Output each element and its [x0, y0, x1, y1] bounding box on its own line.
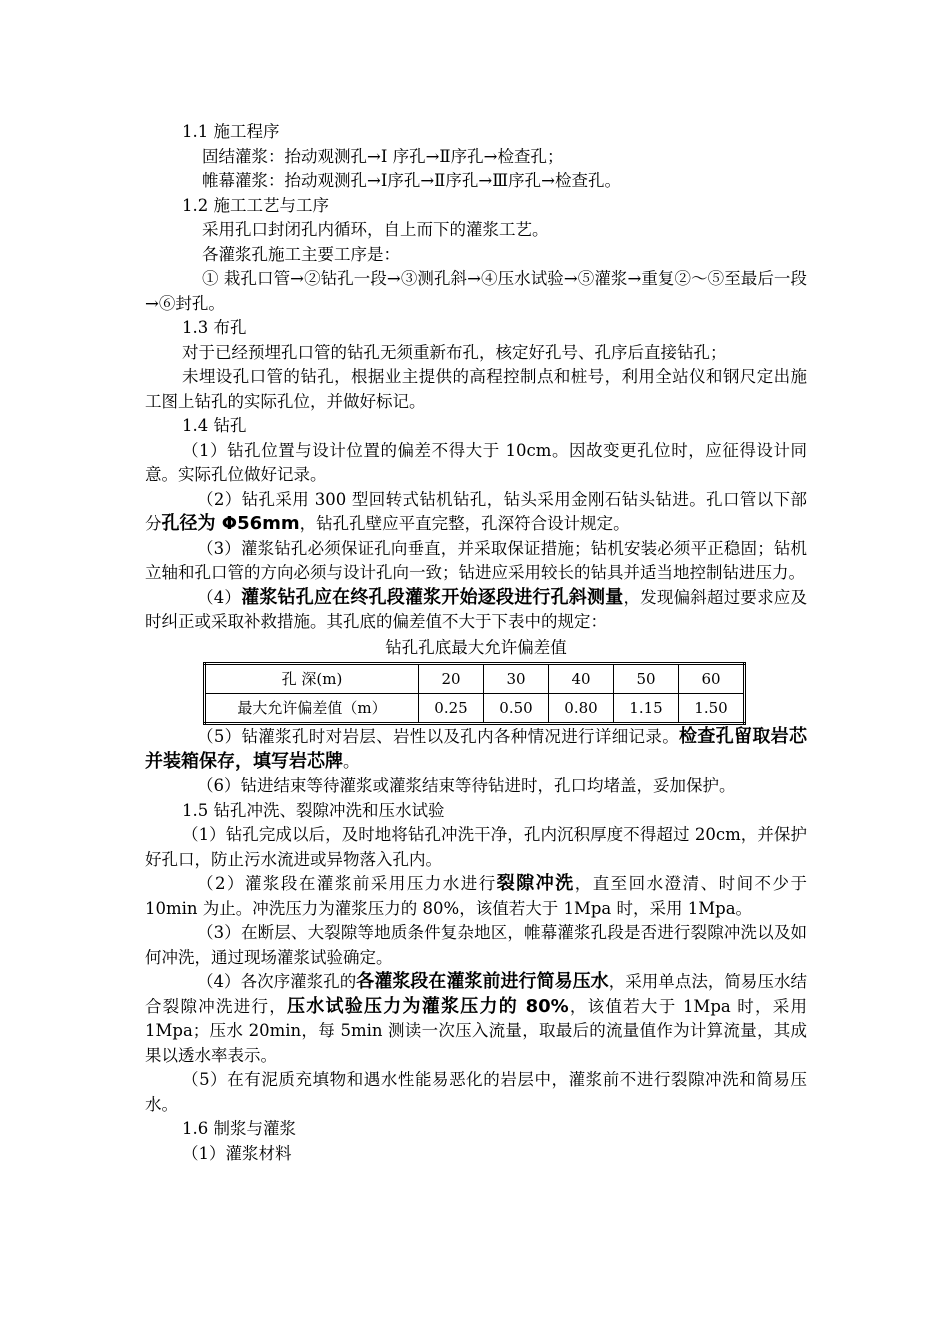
process-description: 采用孔口封闭孔内循环，自上而下的灌浆工艺。 — [202, 220, 549, 239]
section-heading-1-1: 1.1 施工程序 — [182, 122, 280, 141]
flushing-paragraph-2: （2）灌浆段在灌浆前采用压力水进行裂隙冲洗，直至回水澄清、时间不少于 10min 为止。冲洗压力为灌浆压力的 80%，该值若大于 1Mpa 时，采用 1Mpa。 — [145, 873, 808, 918]
consolidation-grouting-sequence: 固结灌浆：抬动观测孔→I 序孔→Ⅱ序孔→检查孔； — [202, 146, 564, 166]
grouting-material-heading: （1）灌浆材料 — [182, 1143, 292, 1163]
document-body — [145, 120, 807, 1166]
layout-paragraph-2: 未埋设孔口管的钻孔，根据业主提供的高程控制点和桩号，利用全站仪和钢尺定出施工图上钻孔的实际孔位，并做好标记。 — [145, 367, 807, 411]
drilling-paragraph-3: （3）灌浆钻孔必须保证孔向垂直，并采取保证措施；钻机安装必须平正稳固；钻机立轴和孔口管的方向必须与设计孔向一致；钻进应采用较长的钻具并适当地控制钻进压力。 — [145, 538, 807, 582]
drilling-paragraph-4: （4）灌浆钻孔应在终孔段灌浆开始逐段进行孔斜测量，发现偏斜超过要求应及时纠正或采取补救措施。其孔底的偏差值不大于下表中的规定： — [145, 586, 808, 631]
bold-inclination-measurement: 灌浆钻孔应在终孔段灌浆开始逐段进行孔斜测量 — [241, 586, 624, 608]
section-heading-1-5: 1.5 钻孔冲洗、裂隙冲洗和压水试验 — [182, 800, 445, 820]
drilling-paragraph-2: （2）钻孔采用 300 型回转式钻机钻孔，钻头采用金刚石钻头钻进。孔口管以下部分孔径为 Φ56mm，钻孔孔壁应平直完整，孔深符合设计规定。 — [145, 489, 807, 534]
layout-paragraph-1: 对于已经预埋孔口管的钻孔无须重新布孔，核定好孔号、孔序后直接钻孔； — [182, 342, 727, 362]
table-cell: 孔 深(m) — [205, 664, 419, 694]
table-cell: 20 — [419, 664, 484, 694]
table-cell: 1.50 — [679, 694, 745, 724]
table-cell: 0.80 — [549, 694, 614, 724]
bold-crack-flushing: 裂隙冲洗 — [496, 873, 575, 894]
section-heading-1-2: 1.2 施工工艺与工序 — [182, 195, 329, 215]
section-heading-1-6: 1.6 制浆与灌浆 — [182, 1119, 296, 1138]
table-caption: 钻孔孔底最大允许偏差值 — [385, 637, 567, 657]
table-cell: 0.50 — [484, 694, 549, 724]
flushing-paragraph-4: （4）各次序灌浆孔的各灌浆段在灌浆前进行简易压水，采用单点法，简易压水结合裂隙冲洗进行，压水试验压力为灌浆压力的 80%，该值若大于 1Mpa 时，采用 1Mpa；压水 20min，每 5min 测读一次压入流量，取最后的流量值作为计算流量，其成果以透水率表示。 — [145, 971, 808, 1065]
drilling-paragraph-6: （6）钻进结束等待灌浆或灌浆结束等待钻进时，孔口均堵盖，妥加保护。 — [197, 776, 736, 795]
table-row — [205, 664, 745, 694]
table-cell: 60 — [679, 664, 745, 694]
bold-water-test-pressure: 压水试验压力为灌浆压力的 80% — [287, 995, 569, 1017]
table-cell: 40 — [549, 664, 614, 694]
section-heading-1-3: 1.3 布孔 — [182, 318, 247, 337]
drilling-paragraph-1: （1）钻孔位置与设计位置的偏差不得大于 10cm。因故变更孔位时，应征得设计同意。实际孔位做好记录。 — [145, 440, 807, 484]
deviation-table — [203, 662, 746, 725]
curtain-grouting-sequence: 帷幕灌浆：抬动观测孔→Ⅰ序孔→Ⅱ序孔→Ⅲ序孔→检查孔。 — [202, 171, 621, 190]
bold-simple-water-test: 各灌浆段在灌浆前进行简易压水 — [356, 971, 609, 992]
bold-core-sampling: 检查孔留取岩芯并装箱保存，填写岩芯牌 — [145, 726, 808, 772]
drilling-paragraph-5: （5）钻灌浆孔时对岩层、岩性以及孔内各种情况进行详细记录。检查孔留取岩芯并装箱保存，填写岩芯牌。 — [145, 726, 808, 772]
section-heading-1-4: 1.4 钻孔 — [182, 416, 247, 435]
table-cell: 1.15 — [614, 694, 679, 724]
table-cell: 最大允许偏差值（m） — [205, 694, 419, 724]
table-cell: 30 — [484, 664, 549, 694]
process-steps-intro: 各灌浆孔施工主要工序是： — [202, 244, 400, 264]
table-cell: 50 — [614, 664, 679, 694]
table-cell: 0.25 — [419, 694, 484, 724]
table-row — [205, 694, 745, 724]
flushing-paragraph-1: （1）钻孔完成以后，及时地将钻孔冲洗干净，孔内沉积厚度不得超过 20cm，并保护好孔口，防止污水流进或异物落入孔内。 — [145, 825, 807, 869]
bold-hole-diameter: 孔径为 Φ56mm — [161, 513, 300, 534]
flushing-paragraph-3: （3）在断层、大裂隙等地质条件复杂地区，帷幕灌浆孔段是否进行裂隙冲洗以及如何冲洗，通过现场灌浆试验确定。 — [145, 923, 807, 967]
process-steps: ① 栽孔口管→②钻孔一段→③测孔斜→④压水试验→⑤灌浆→重复②～⑤至最后一段→⑥封孔。 — [145, 269, 807, 313]
flushing-paragraph-5: （5）在有泥质充填物和遇水性能易恶化的岩层中，灌浆前不进行裂隙冲洗和简易压水。 — [145, 1070, 807, 1114]
